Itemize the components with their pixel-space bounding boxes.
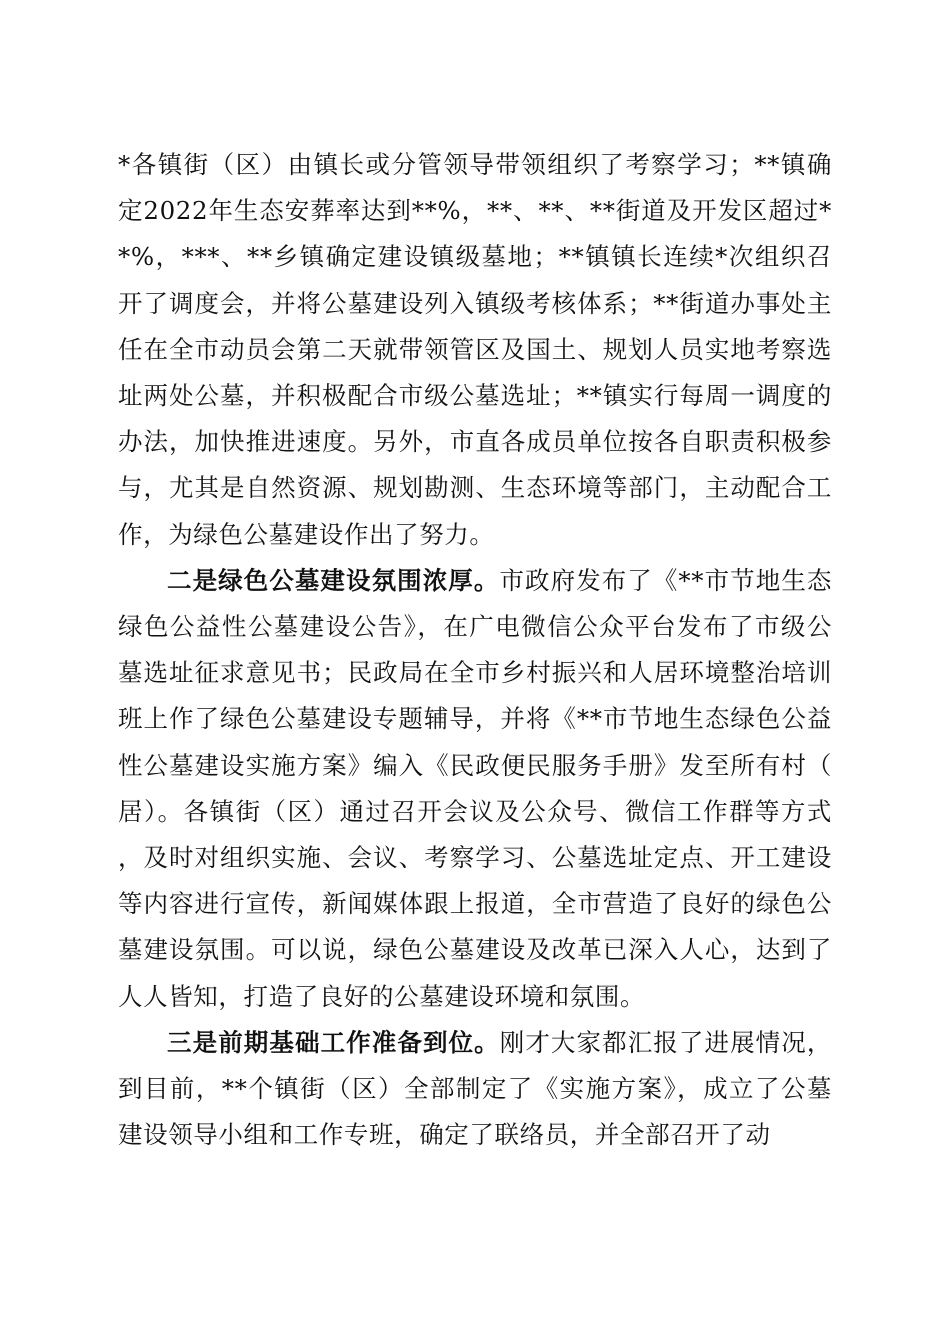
paragraph-3-lead: 三是前期基础工作准备到位。 [167, 1027, 500, 1057]
paragraph-2 [118, 558, 832, 1020]
paragraph-1 [118, 142, 832, 558]
document-page [118, 142, 832, 1158]
paragraph-2-lead: 二是绿色公墓建设氛围浓厚。 [167, 565, 500, 595]
paragraph-1-text: *各镇街（区）由镇长或分管领导带领组织了考察学习；**镇确定2022年生态安葬率达到**%，**、**、**街道及开发区超过**%，***、**乡镇确定建设镇级墓地；**镇镇长连续*次组织召开了调度会，并将公墓建设列入镇级考核体系；**街道办事处主任在全市动员会第二天就带领管区及国土、规划人员实地考察选址两处公墓，并积极配合市级公墓选址；**镇实行每周一调度的办法，加快推进速度。另外，市直各成员单位按各自职责积极参与，尤其是自然资源、规划勘测、生态环境等部门，主动配合工作，为绿色公墓建设作出了努力。 [118, 150, 832, 549]
paragraph-3-text: 刚才大家都汇报了进展情况，到目前，**个镇街（区）全部制定了《实施方案》，成立了公墓建设领导小组和工作专班，确定了联络员，并全部召开了动 [118, 1027, 832, 1150]
paragraph-2-text: 市政府发布了《**市节地生态绿色公益性公墓建设公告》，在广电微信公众平台发布了市级公墓选址征求意见书；民政局在全市乡村振兴和人居环境整治培训班上作了绿色公墓建设专题辅导，并将《**市节地生态绿色公益性公墓建设实施方案》编入《民政便民服务手册》发至所有村（居）。各镇街（区）通过召开会议及公众号、微信工作群等方式，及时对组织实施、会议、考察学习、公墓选址定点、开工建设等内容进行宣传，新闻媒体跟上报道，全市营造了良好的绿色公墓建设氛围。可以说，绿色公墓建设及改革已深入人心，达到了人人皆知，打造了良好的公墓建设环境和氛围。 [118, 565, 832, 1011]
paragraph-3 [118, 1020, 832, 1159]
